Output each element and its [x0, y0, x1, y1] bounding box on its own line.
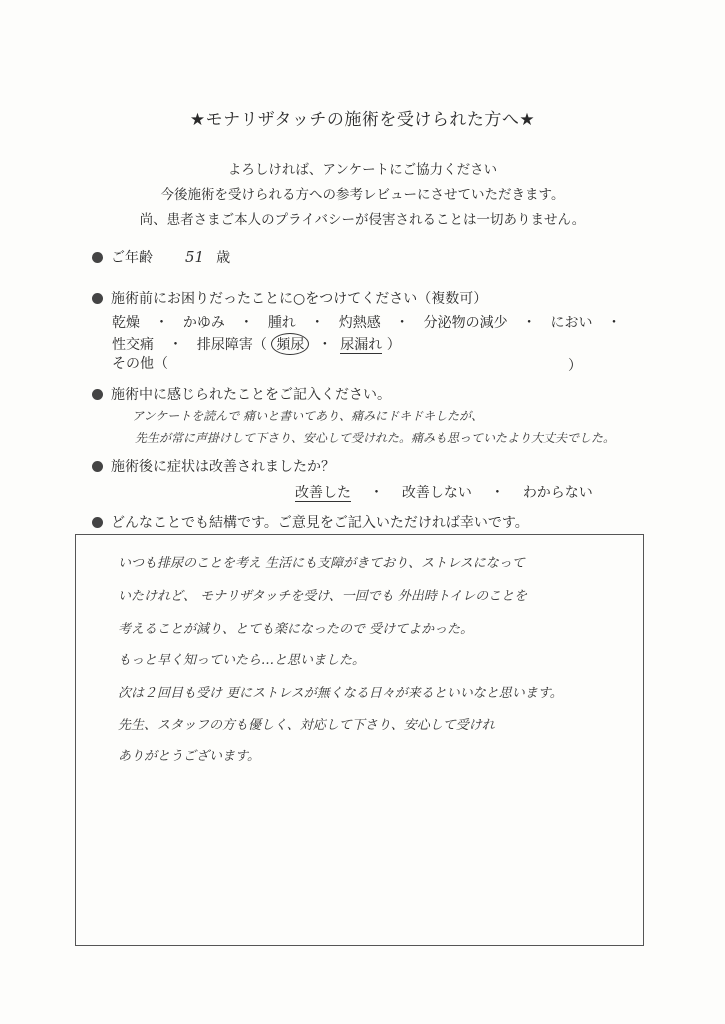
q1-other: [112, 353, 168, 373]
q1-other-close: ）: [568, 358, 582, 374]
option-other-label: その他（: [112, 356, 168, 372]
age-value: 51: [185, 248, 205, 266]
option-urine-leak-marked[interactable]: 尿漏れ: [340, 337, 383, 353]
q2-answer-line-1: アンケートを読んで 痛いと書いてあり、痛みにドキドキしたが、: [132, 409, 484, 423]
bullet-icon: [92, 252, 103, 263]
q1-options-row2: 性交痛 ・ 排尿障害（ 頻尿 ・ 尿漏れ ）: [112, 333, 401, 355]
q4-answer-line-2: いたけれど、 モナリザタッチを受け、一回でも 外出時トイレのことを: [118, 589, 528, 604]
intro-line-3: 尚、患者さまご本人のプライバシーが侵害されることは一切ありません。: [139, 212, 586, 228]
q3-question: [92, 456, 335, 476]
option-urination-disorder[interactable]: 排尿障害（: [196, 337, 267, 353]
option-secretion[interactable]: 分泌物の減少: [423, 315, 508, 331]
option-swelling[interactable]: 腫れ: [267, 315, 296, 331]
option-itch[interactable]: かゆみ: [182, 315, 225, 331]
bullet-icon: [92, 461, 103, 472]
bullet-icon: [92, 389, 103, 400]
q2-answer-line-2: 先生が常に声掛けして下さり、安心して受けれた。痛みも思っていたより大丈夫でした。: [135, 431, 616, 445]
q1-options-row1: 乾燥 ・ かゆみ ・ 腫れ ・ 灼熱感 ・ 分泌物の減少 ・ におい ・: [112, 315, 621, 331]
option-improved-circled[interactable]: 改善した: [295, 485, 351, 501]
option-not-improved[interactable]: 改善しない: [401, 485, 472, 501]
option-dyspareunia[interactable]: 性交痛: [112, 337, 154, 353]
q4-answer-line-1: いつも排尿のことを考え 生活にも支障がきており、ストレスになって: [118, 556, 525, 571]
intro-line-1: よろしければ、アンケートにご協力ください: [227, 162, 498, 178]
q1-label: 施術前にお困りだったことに○をつけてください（複数可）: [111, 291, 488, 307]
q4-label: どんなことでも結構です。ご意見をご記入いただければ幸いです。: [111, 515, 529, 531]
option-odor[interactable]: におい: [550, 315, 593, 331]
age-unit: 歳: [216, 250, 231, 266]
bullet-icon: [92, 517, 103, 528]
q1-question: [92, 288, 487, 308]
bullet-icon: [92, 293, 103, 304]
option-burning[interactable]: 灼熱感: [338, 315, 381, 331]
age-question: [92, 247, 230, 267]
q3-label: 施術後に症状は改善されましたか？: [111, 459, 335, 475]
q4-answer-line-5: 次は２回目も受け 更にストレスが無くなる日々が来るといいなと思います。: [118, 686, 563, 701]
q4-answer-line-3: 考えることが減り、とても楽になったので 受けてよかった。: [118, 622, 474, 637]
q4-answer-line-7: ありがとうございます。: [118, 749, 260, 764]
q3-options: 改善した ・ 改善しない ・ わからない: [295, 485, 593, 501]
option-frequent-urination-circled[interactable]: 頻尿: [271, 333, 309, 355]
option-dryness[interactable]: 乾燥: [112, 315, 140, 331]
q4-answer-line-4: もっと早く知っていたら…と思いました。: [118, 653, 366, 668]
age-label: ご年齢: [111, 250, 153, 266]
q4-answer-line-6: 先生、スタッフの方も優しく、対応して下さり、安心して受けれ: [118, 718, 495, 733]
q2-question: [92, 384, 391, 404]
intro-line-2: 今後施術を受けられる方への参考レビューにさせていただきます。: [160, 187, 565, 203]
option-unknown[interactable]: わからない: [522, 485, 593, 501]
q2-label: 施術中に感じられたことをご記入ください。: [111, 387, 391, 403]
page-title: ★モナリザタッチの施術を受けられた方へ★: [189, 110, 536, 130]
q4-question: [92, 512, 529, 532]
